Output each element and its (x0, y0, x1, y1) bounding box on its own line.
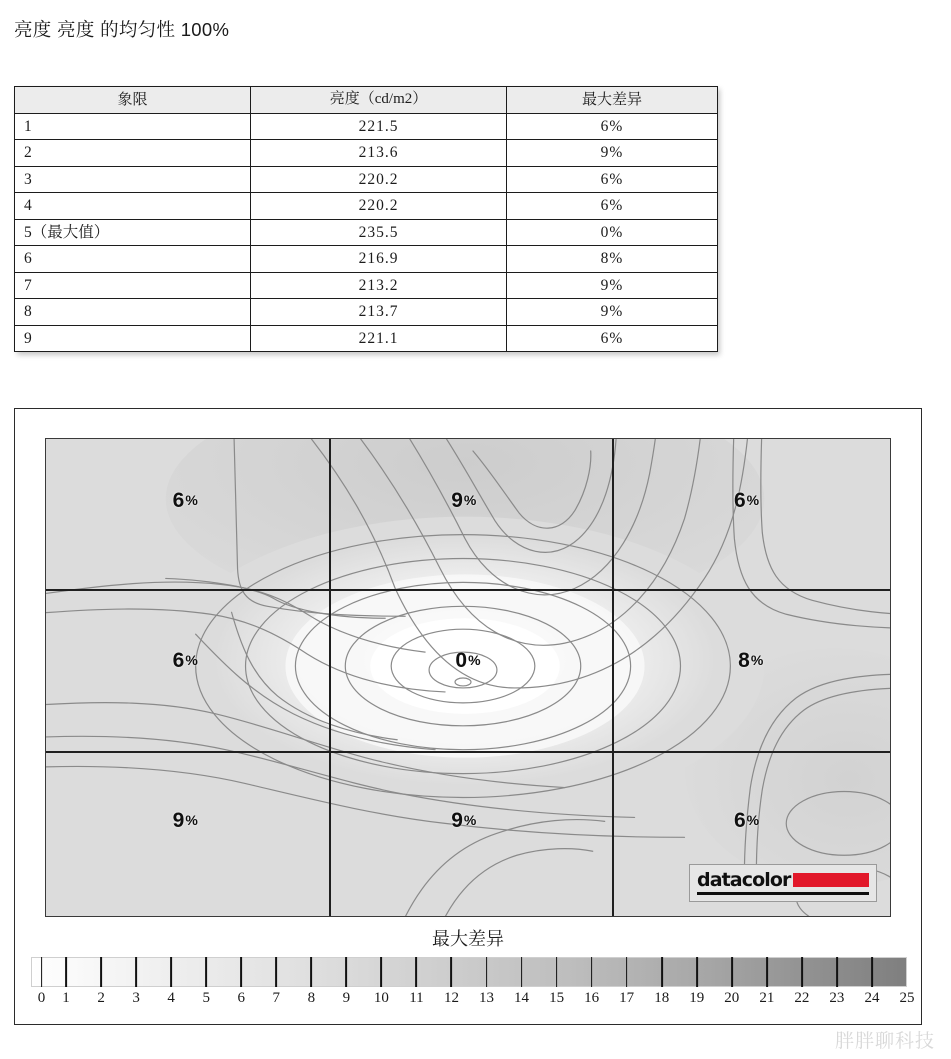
uniformity-chart-panel (14, 408, 922, 1025)
colorbar-tick-mark (836, 957, 838, 987)
table-row (15, 113, 718, 140)
table-body (15, 113, 718, 352)
colorbar-tick-mark (416, 957, 418, 987)
table-row (15, 299, 718, 326)
table-header (15, 87, 718, 114)
colorbar-tick-label: 16 (584, 990, 600, 1006)
quadrant-percent-value: 6 (172, 489, 185, 512)
colorbar-tick-mark (696, 957, 698, 987)
page-title: 亮度 亮度 的均匀性 100% (14, 19, 230, 40)
colorbar-tick-label: 0 (37, 990, 46, 1006)
colorbar-tick-mark (275, 957, 277, 987)
percent-sign: % (746, 811, 760, 828)
colorbar-tick-mark (100, 957, 102, 987)
cell-luminance: 220.2 (251, 193, 507, 220)
colorbar-tick-mark (626, 957, 628, 987)
percent-sign: % (463, 811, 477, 828)
datacolor-logo-row (697, 870, 869, 890)
percent-sign: % (185, 811, 198, 828)
table-row (15, 219, 718, 246)
quadrant-percent-value: 9 (451, 489, 463, 512)
quadrant-percent-value: 6 (172, 648, 185, 672)
percent-sign: % (185, 492, 198, 508)
colorbar-tick-label: 18 (654, 990, 670, 1006)
colorbar-tick-label: 3 (132, 990, 140, 1006)
colorbar-tick-mark (205, 957, 207, 987)
cell-max-diff: 6% (507, 113, 718, 140)
datacolor-red-bar-icon (793, 873, 869, 887)
colorbar-tick-mark (591, 957, 593, 987)
quadrant-percent-label (455, 649, 480, 673)
quadrant-percent-value: 6 (733, 489, 746, 512)
colorbar-tick-label: 1 (62, 990, 70, 1006)
cell-quadrant: 1 (15, 113, 251, 140)
table-header-row (15, 87, 718, 114)
colorbar-tick-mark (556, 957, 558, 987)
colorbar-tick-label: 13 (479, 990, 495, 1006)
colorbar-tick-label: 24 (864, 990, 880, 1006)
percent-sign: % (463, 492, 477, 508)
colorbar-tick-label: 21 (759, 990, 775, 1006)
quadrant-table (14, 86, 718, 352)
quadrant-percent-label (738, 649, 763, 673)
column-header-max-diff: 最大差异 (507, 87, 718, 114)
colorbar-tick-label: 15 (549, 990, 565, 1006)
grid-line-vertical-2 (612, 439, 614, 916)
colorbar-tick-label: 22 (794, 990, 810, 1006)
contour-plot-area (45, 438, 891, 917)
colorbar-tick-mark (310, 957, 312, 987)
table-row (15, 140, 718, 167)
quadrant-percent-value: 9 (451, 808, 463, 832)
cell-luminance: 213.2 (251, 272, 507, 299)
percent-sign: % (468, 651, 481, 668)
colorbar-tick-label: 5 (202, 990, 210, 1006)
cell-max-diff: 9% (507, 299, 718, 326)
quadrant-percent-value: 6 (733, 808, 746, 832)
cell-luminance: 213.7 (251, 299, 507, 326)
cell-luminance: 213.6 (251, 140, 507, 167)
colorbar-tick-mark (41, 957, 43, 987)
percent-sign: % (746, 492, 760, 508)
cell-quadrant: 3 (15, 166, 251, 193)
colorbar-tick-label: 2 (97, 990, 105, 1006)
colorbar-title: 最大差异 (432, 929, 504, 949)
cell-luminance: 221.5 (251, 113, 507, 140)
colorbar-tick-label: 4 (167, 990, 175, 1006)
colorbar-tick-label: 23 (829, 990, 845, 1006)
table-row (15, 325, 718, 352)
colorbar-tick-mark (451, 957, 453, 987)
colorbar-tick-mark (380, 957, 382, 987)
quadrant-percent-label (734, 809, 759, 833)
colorbar-tick-mark (65, 957, 67, 987)
quadrant-percent-label (173, 489, 198, 513)
grid-line-horizontal-2 (46, 751, 890, 753)
grid-line-vertical-1 (329, 439, 331, 916)
quadrant-table-container (14, 86, 717, 352)
table-row (15, 272, 718, 299)
colorbar-tick-label: 17 (619, 990, 635, 1006)
colorbar-tick-label: 12 (443, 990, 459, 1006)
column-header-luminance: 亮度（cd/m2） (251, 87, 507, 114)
colorbar-gradient (31, 957, 907, 987)
quadrant-percent-label (173, 809, 198, 833)
cell-quadrant: 4 (15, 193, 251, 220)
cell-luminance: 221.1 (251, 325, 507, 352)
quadrant-percent-label (451, 809, 476, 833)
colorbar-tick-label: 9 (342, 990, 351, 1006)
column-header-quadrant: 象限 (15, 87, 251, 114)
cell-luminance: 216.9 (251, 246, 507, 273)
colorbar-tick-mark (871, 957, 873, 987)
colorbar-tick-mark (135, 957, 137, 987)
percent-sign: % (750, 651, 764, 668)
cell-quadrant: 8 (15, 299, 251, 326)
cell-max-diff: 0% (507, 219, 718, 246)
table-row (15, 166, 718, 193)
colorbar-tick-label: 20 (724, 990, 740, 1006)
cell-max-diff: 8% (507, 246, 718, 273)
colorbar-tick-mark (661, 957, 663, 987)
quadrant-percent-value: 8 (738, 648, 750, 672)
colorbar-tick-label: 14 (514, 990, 530, 1006)
quadrant-percent-label (734, 489, 759, 513)
datacolor-logo (689, 864, 877, 902)
colorbar-tick-mark (240, 957, 242, 987)
colorbar (31, 957, 915, 1006)
quadrant-percent-label (173, 649, 198, 673)
watermark: 胖胖聊科技 (834, 1031, 935, 1052)
colorbar-tick-mark (486, 957, 488, 987)
cell-max-diff: 9% (507, 140, 718, 167)
quadrant-percent-value: 0 (455, 648, 468, 672)
colorbar-tick-label: 19 (689, 990, 705, 1006)
colorbar-tick-label: 25 (899, 990, 915, 1006)
quadrant-percent-label (451, 489, 476, 513)
cell-luminance: 220.2 (251, 166, 507, 193)
table-row (15, 193, 718, 220)
colorbar-tick-mark (801, 957, 803, 987)
table-row (15, 246, 718, 273)
colorbar-tick-label: 10 (373, 990, 389, 1006)
colorbar-tick-mark (345, 957, 347, 987)
colorbar-tick-mark (170, 957, 172, 987)
cell-max-diff: 6% (507, 325, 718, 352)
cell-max-diff: 9% (507, 272, 718, 299)
cell-quadrant: 5（最大值） (15, 219, 251, 246)
cell-max-diff: 6% (507, 166, 718, 193)
cell-quadrant: 7 (15, 272, 251, 299)
colorbar-tick-mark (766, 957, 768, 987)
colorbar-tick-label: 8 (307, 990, 316, 1006)
grid-line-horizontal-1 (46, 589, 890, 591)
colorbar-tick-label: 7 (272, 990, 281, 1006)
quadrant-percent-value: 9 (172, 808, 185, 832)
colorbar-tick-label: 6 (237, 990, 245, 1006)
cell-quadrant: 6 (15, 246, 251, 273)
cell-luminance: 235.5 (251, 219, 507, 246)
colorbar-tick-mark (731, 957, 733, 987)
cell-quadrant: 9 (15, 325, 251, 352)
cell-quadrant: 2 (15, 140, 251, 167)
percent-sign: % (185, 651, 198, 668)
colorbar-tick-label: 11 (409, 990, 424, 1006)
datacolor-underline (697, 892, 869, 895)
colorbar-tick-mark (521, 957, 523, 987)
cell-max-diff: 6% (507, 193, 718, 220)
datacolor-wordmark: datacolor (697, 868, 791, 891)
